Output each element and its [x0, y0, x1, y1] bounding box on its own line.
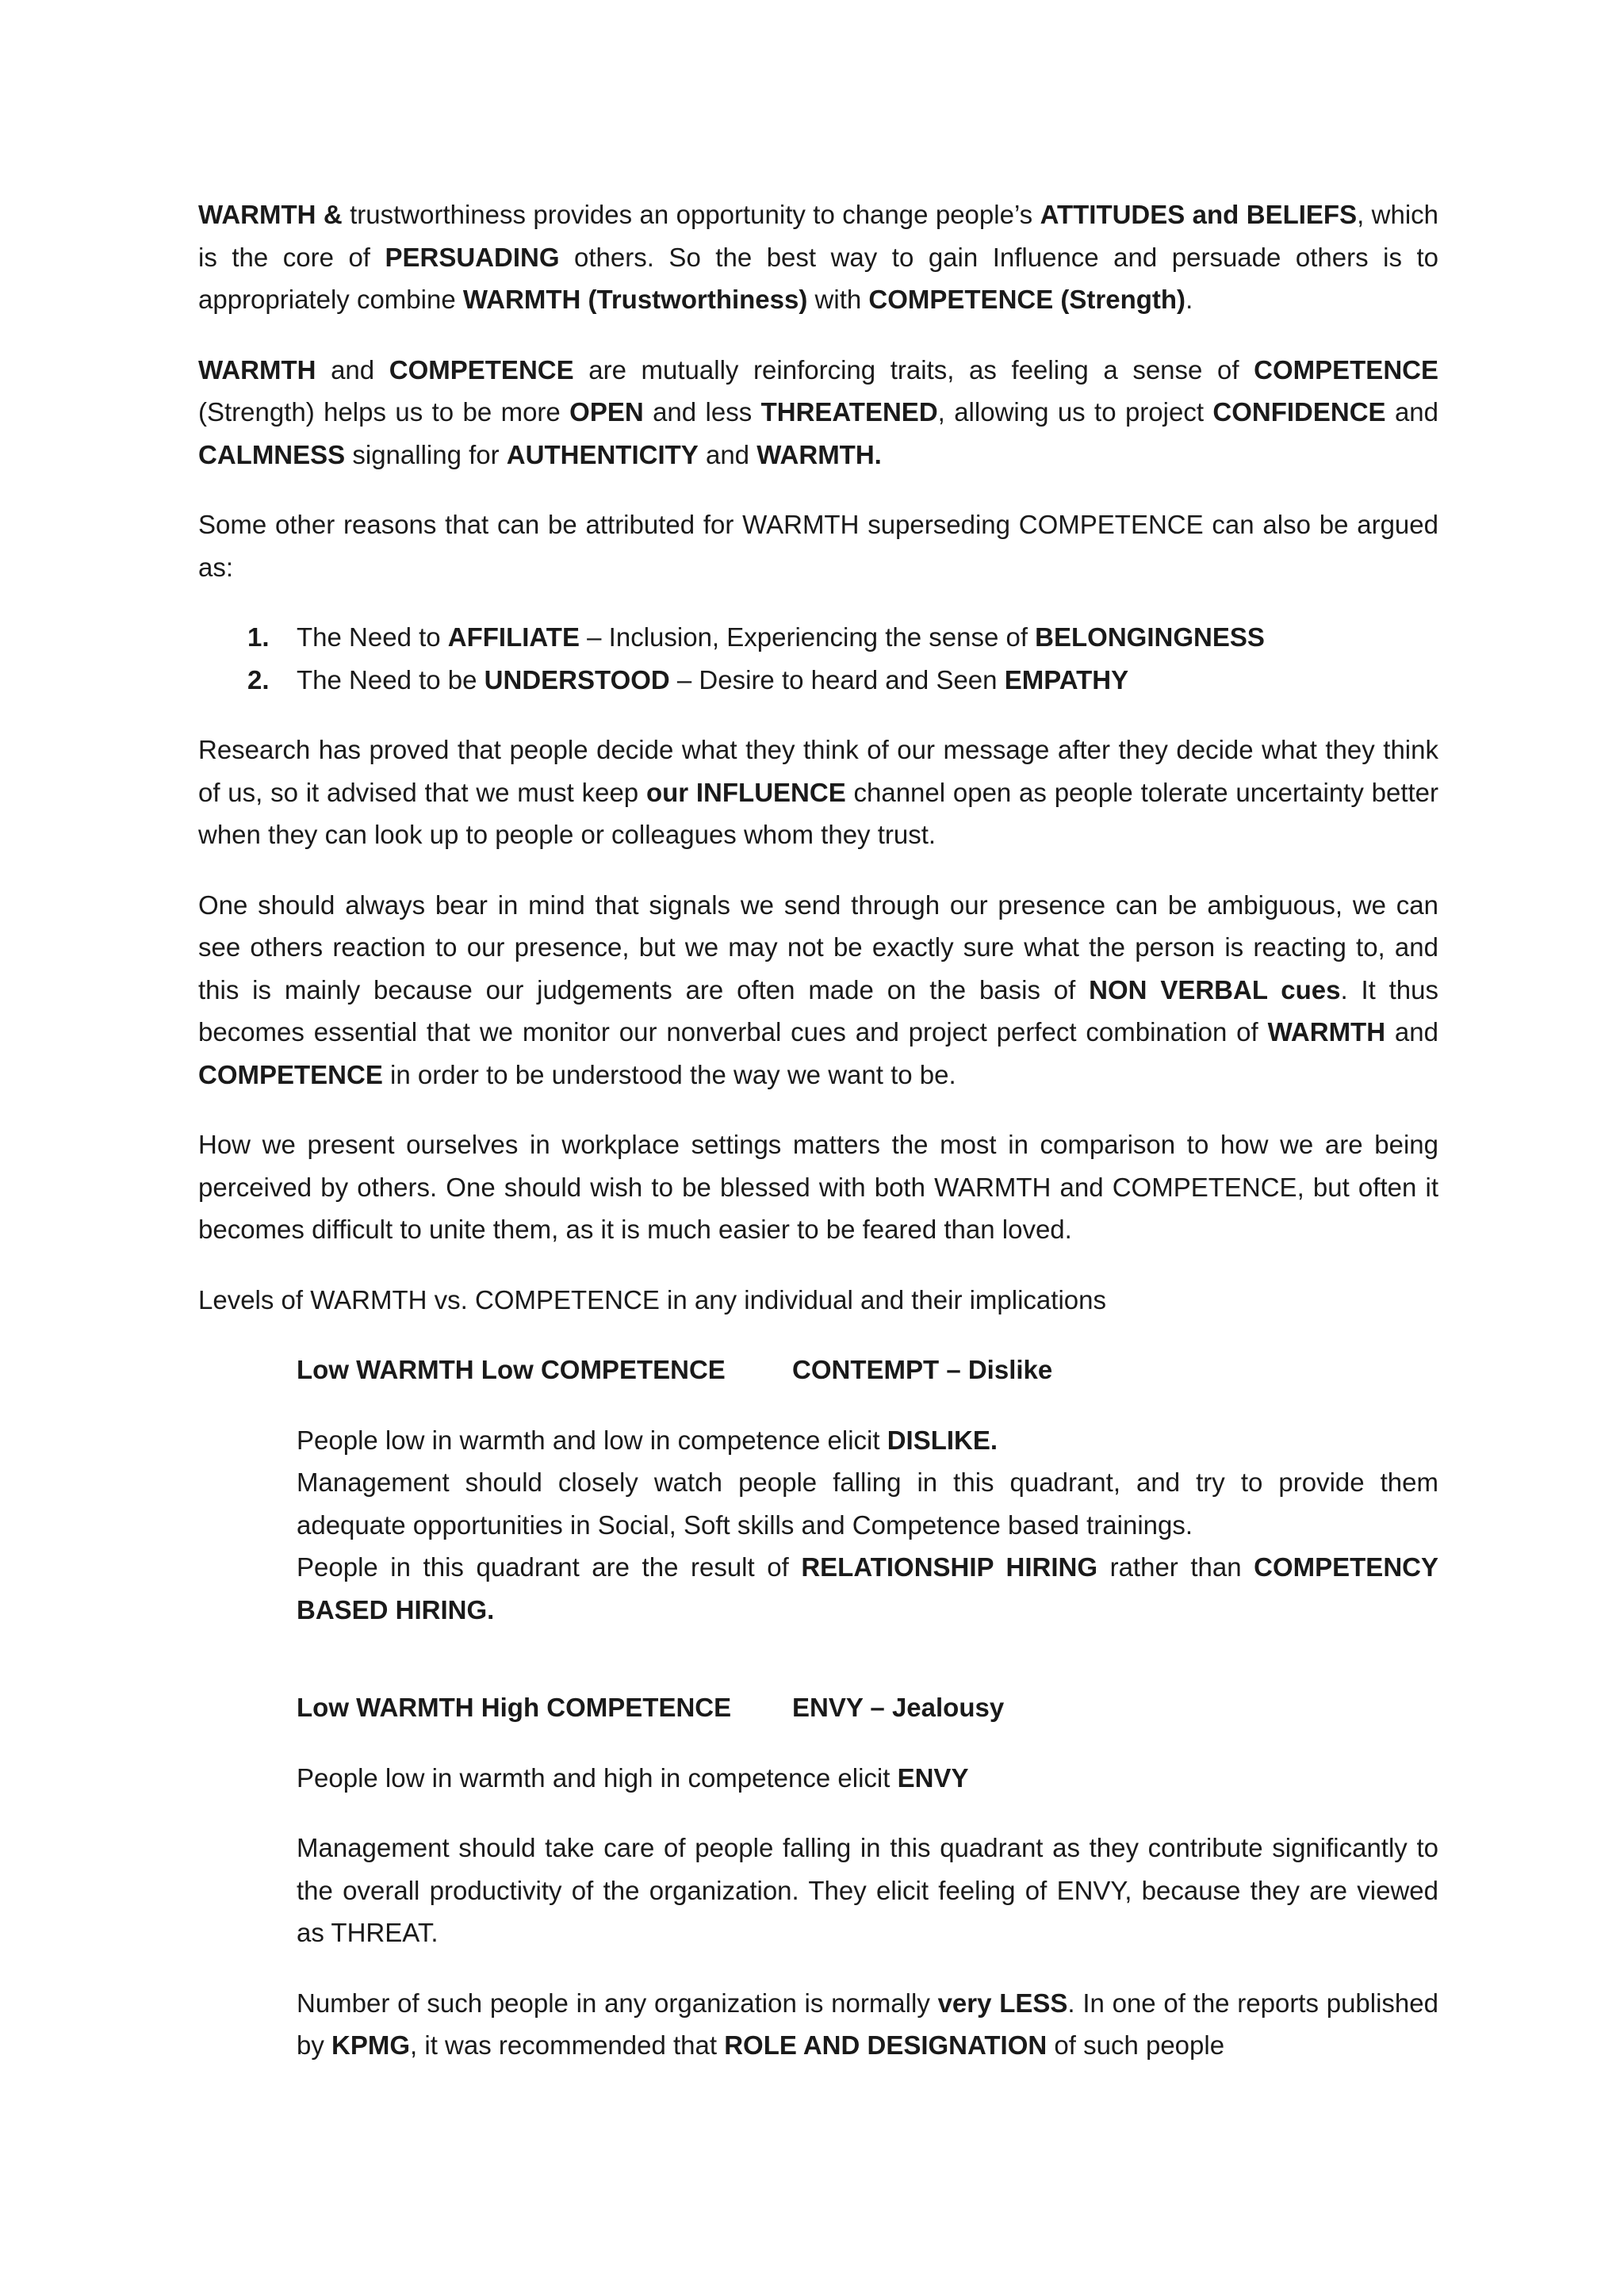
text-run: Levels of WARMTH vs. COMPETENCE in any individual and their implications — [198, 1284, 1106, 1314]
body-line — [297, 1461, 1438, 1546]
reasons-list — [198, 616, 1438, 701]
emphasis-text: ATTITUDES and BELIEFS — [1040, 200, 1358, 229]
emphasis-text: DISLIKE. — [887, 1425, 998, 1455]
text-run: , which is the core of — [198, 200, 1439, 272]
paragraph-warmth-trust — [198, 193, 1438, 321]
section-body — [297, 1419, 1438, 1632]
emphasis-text: AUTHENTICITY — [506, 439, 699, 469]
paragraph-mutually-reinforcing — [198, 349, 1438, 476]
list-item-text — [297, 616, 1265, 659]
text-run: Management should closely watch people falling in this quadrant, and try to provide them adequate opportunities in Social, Soft skills and Competence based trainings. — [297, 1468, 1438, 1540]
emphasis-text: our INFLUENCE — [645, 777, 846, 807]
section-paragraph — [297, 1982, 1438, 2067]
body-line — [297, 1546, 1438, 1631]
section-heading — [297, 1349, 1438, 1391]
list-item — [198, 616, 1438, 659]
emphasis-text: BELONGINGNESS — [1035, 622, 1265, 652]
emphasis-text: WARMTH (Trustworthiness) — [462, 285, 808, 314]
text-run: – Desire to heard and Seen — [669, 664, 1005, 695]
paragraph-other-reasons — [198, 503, 1438, 588]
emphasis-text: KPMG — [331, 2030, 411, 2060]
emphasis-text: PERSUADING — [385, 242, 560, 272]
quadrant-label: Low WARMTH High COMPETENCE — [297, 1693, 732, 1722]
text-run: Number of such people in any organization is normally — [297, 1988, 938, 2018]
text-run: trustworthiness provides an opportunity to change people’s — [342, 200, 1040, 229]
text-run: Management should take care of people falling in this quadrant as they contribute significantly to the overall productivity of the organization. They elicit feeling of ENVY, because they are viewed as THREAT. — [297, 1833, 1438, 1947]
body-line — [297, 1419, 1438, 1462]
quadrant-emotion: CONTEMPT – Dislike — [792, 1355, 1053, 1384]
text-run: others. So the best way to gain Influence and persuade others is to appropriately combine — [198, 242, 1438, 314]
text-run: are mutually reinforcing traits, as feeling a sense of — [573, 354, 1254, 385]
text-run: – Inclusion, Experiencing the sense of — [579, 622, 1036, 652]
quadrant-label: Low WARMTH Low COMPETENCE — [297, 1355, 726, 1384]
text-run: . It thus becomes essential that we monitor our nonverbal cues and project perfect combination of — [198, 974, 1439, 1047]
list-number: 2. — [247, 664, 270, 695]
emphasis-text: WARMTH. — [756, 439, 882, 469]
text-run: , it was recommended that — [410, 2030, 725, 2060]
text-run: rather than — [1097, 1552, 1254, 1582]
section-heading — [297, 1686, 1438, 1729]
emphasis-text: COMPETENCE — [389, 354, 574, 385]
emphasis-text: RELATIONSHIP HIRING — [801, 1552, 1098, 1582]
list-number: 1. — [247, 622, 270, 652]
emphasis-text: ROLE AND DESIGNATION — [724, 2030, 1048, 2060]
emphasis-text: COMPETENCE — [1254, 354, 1438, 385]
text-run: and — [698, 439, 757, 469]
text-run: , allowing us to project — [937, 397, 1213, 427]
list-item-text — [297, 659, 1128, 702]
list-item — [198, 659, 1438, 702]
text-run: and — [1385, 397, 1439, 427]
emphasis-text: THREATENED — [760, 397, 938, 427]
quadrant-emotion: ENVY – Jealousy — [792, 1693, 1005, 1722]
text-run: . — [1185, 285, 1193, 314]
paragraph-research — [198, 729, 1438, 856]
emphasis-text: EMPATHY — [1004, 664, 1129, 695]
emphasis-text: COMPETENCE — [198, 1059, 383, 1089]
paragraph-workplace — [198, 1123, 1438, 1251]
emphasis-text: WARMTH & — [198, 200, 343, 229]
emphasis-text: OPEN — [569, 397, 644, 427]
text-run: channel open as people tolerate uncertainty better when they can look up to people or colleagues whom they trust. — [198, 777, 1438, 849]
text-run: in order to be understood the way we want to be. — [382, 1059, 956, 1089]
document-page — [198, 193, 1438, 2067]
text-run: People low in warmth and high in competence elicit — [297, 1762, 898, 1793]
emphasis-text: COMPETENCY BASED HIRING. — [297, 1552, 1438, 1624]
emphasis-text: WARMTH — [1267, 1017, 1386, 1047]
text-run: signalling for — [345, 439, 507, 469]
text-run: Some other reasons that can be attributed for WARMTH superseding COMPETENCE can also be argued as: — [198, 510, 1438, 582]
section-low-warmth-high-competence — [297, 1686, 1438, 2067]
text-run: The Need to — [297, 622, 448, 652]
text-run: . In one of the reports published by — [297, 1988, 1438, 2060]
emphasis-text: ENVY — [897, 1762, 969, 1793]
emphasis-text: very LESS — [937, 1988, 1068, 2018]
emphasis-text: AFFILIATE — [447, 622, 580, 652]
section-paragraph — [297, 1757, 1438, 1800]
text-run: of such people — [1047, 2030, 1225, 2060]
section-paragraph — [297, 1827, 1438, 1954]
text-run: and — [1385, 1017, 1438, 1047]
text-run: and — [316, 354, 389, 385]
text-run: with — [807, 285, 869, 314]
paragraph-levels-intro — [198, 1279, 1438, 1322]
emphasis-text: NON VERBAL cues — [1089, 974, 1341, 1004]
emphasis-text: UNDERSTOOD — [484, 664, 670, 695]
text-run: People in this quadrant are the result of — [297, 1552, 802, 1582]
text-run: One should always bear in mind that signals we send through our presence can be ambiguous, we can see others reaction to our presence, but we may not be exactly sure what the person is reacting to, and this is mainly because our judgements are often made on the basis of — [198, 890, 1438, 1004]
paragraph-signals — [198, 884, 1438, 1096]
text-run: Research has proved that people decide what they think of our message after they decide what they think of us, so it advised that we must keep — [198, 735, 1438, 807]
emphasis-text: WARMTH — [198, 354, 316, 385]
text-run: The Need to be — [297, 664, 485, 695]
emphasis-text: COMPETENCE (Strength) — [868, 285, 1186, 314]
emphasis-text: CONFIDENCE — [1212, 397, 1386, 427]
text-run: (Strength) helps us to be more — [198, 397, 570, 427]
text-run: People low in warmth and low in competence elicit — [297, 1425, 887, 1455]
emphasis-text: CALMNESS — [198, 439, 346, 469]
text-run: and less — [643, 397, 761, 427]
section-low-warmth-low-competence — [297, 1349, 1438, 1631]
text-run: How we present ourselves in workplace settings matters the most in comparison to how we are being perceived by others. One should wish to be blessed with both WARMTH and COMPETENCE, but often it becomes difficult to unite them, as it is much easier to be feared than loved. — [198, 1130, 1438, 1244]
